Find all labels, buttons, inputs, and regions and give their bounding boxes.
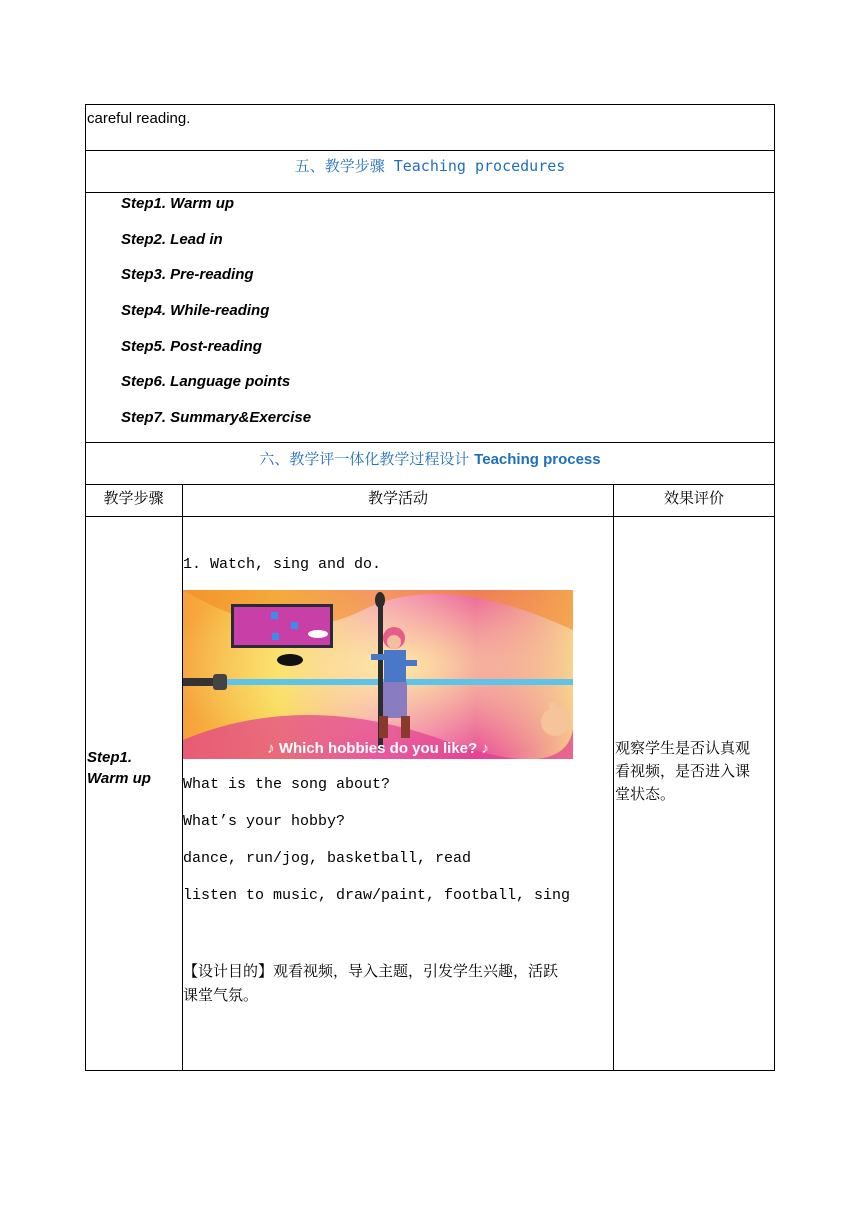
section6-heading (85, 448, 775, 469)
step-item: Step2. Lead in (121, 231, 223, 248)
header-teaching-activities: 教学活动 (367, 489, 428, 507)
video-thumbnail[interactable] (183, 590, 573, 759)
activity-question: What is the song about? (183, 776, 391, 793)
header-evaluation: 效果评价 (663, 489, 724, 507)
activity-question: listen to music, draw/paint, football, sing (183, 887, 571, 904)
step-item: Step1. Warm up (121, 195, 235, 212)
row-step-label: Warm up (87, 770, 151, 787)
section6-heading-en: Teaching process (474, 451, 601, 468)
video-frame-graphic (183, 590, 573, 759)
evaluation-line: 看视频，是否进入课 (615, 762, 751, 780)
video-caption: ♪ Which hobbies do you like? ♪ (267, 740, 489, 757)
step-item: Step5. Post-reading (121, 338, 262, 355)
top-cell-text: careful reading. (87, 110, 191, 127)
row-step-label: Step1. (87, 749, 133, 766)
activity-question: What’s your hobby? (183, 813, 346, 830)
header-teaching-steps: 教学步骤 (103, 489, 164, 507)
activity-question: dance, run/jog, basketball, read (183, 850, 472, 867)
activity-title: 1. Watch, sing and do. (183, 556, 382, 573)
section6-heading-cn: 六、教学评一体化教学过程设计 (259, 450, 475, 468)
step-item: Step3. Pre-reading (121, 266, 254, 283)
evaluation-line: 观察学生是否认真观 (615, 739, 751, 757)
step-item: Step6. Language points (121, 373, 291, 390)
design-purpose-line: 课堂气氛。 (183, 986, 259, 1004)
design-purpose-line: 【设计目的】观看视频，导入主题，引发学生兴趣，活跃 (183, 962, 559, 980)
step-item: Step4. While-reading (121, 302, 270, 319)
section5-heading: 五、教学步骤 Teaching procedures (294, 157, 566, 175)
step-item: Step7. Summary&Exercise (121, 409, 312, 426)
evaluation-line: 堂状态。 (615, 785, 676, 803)
